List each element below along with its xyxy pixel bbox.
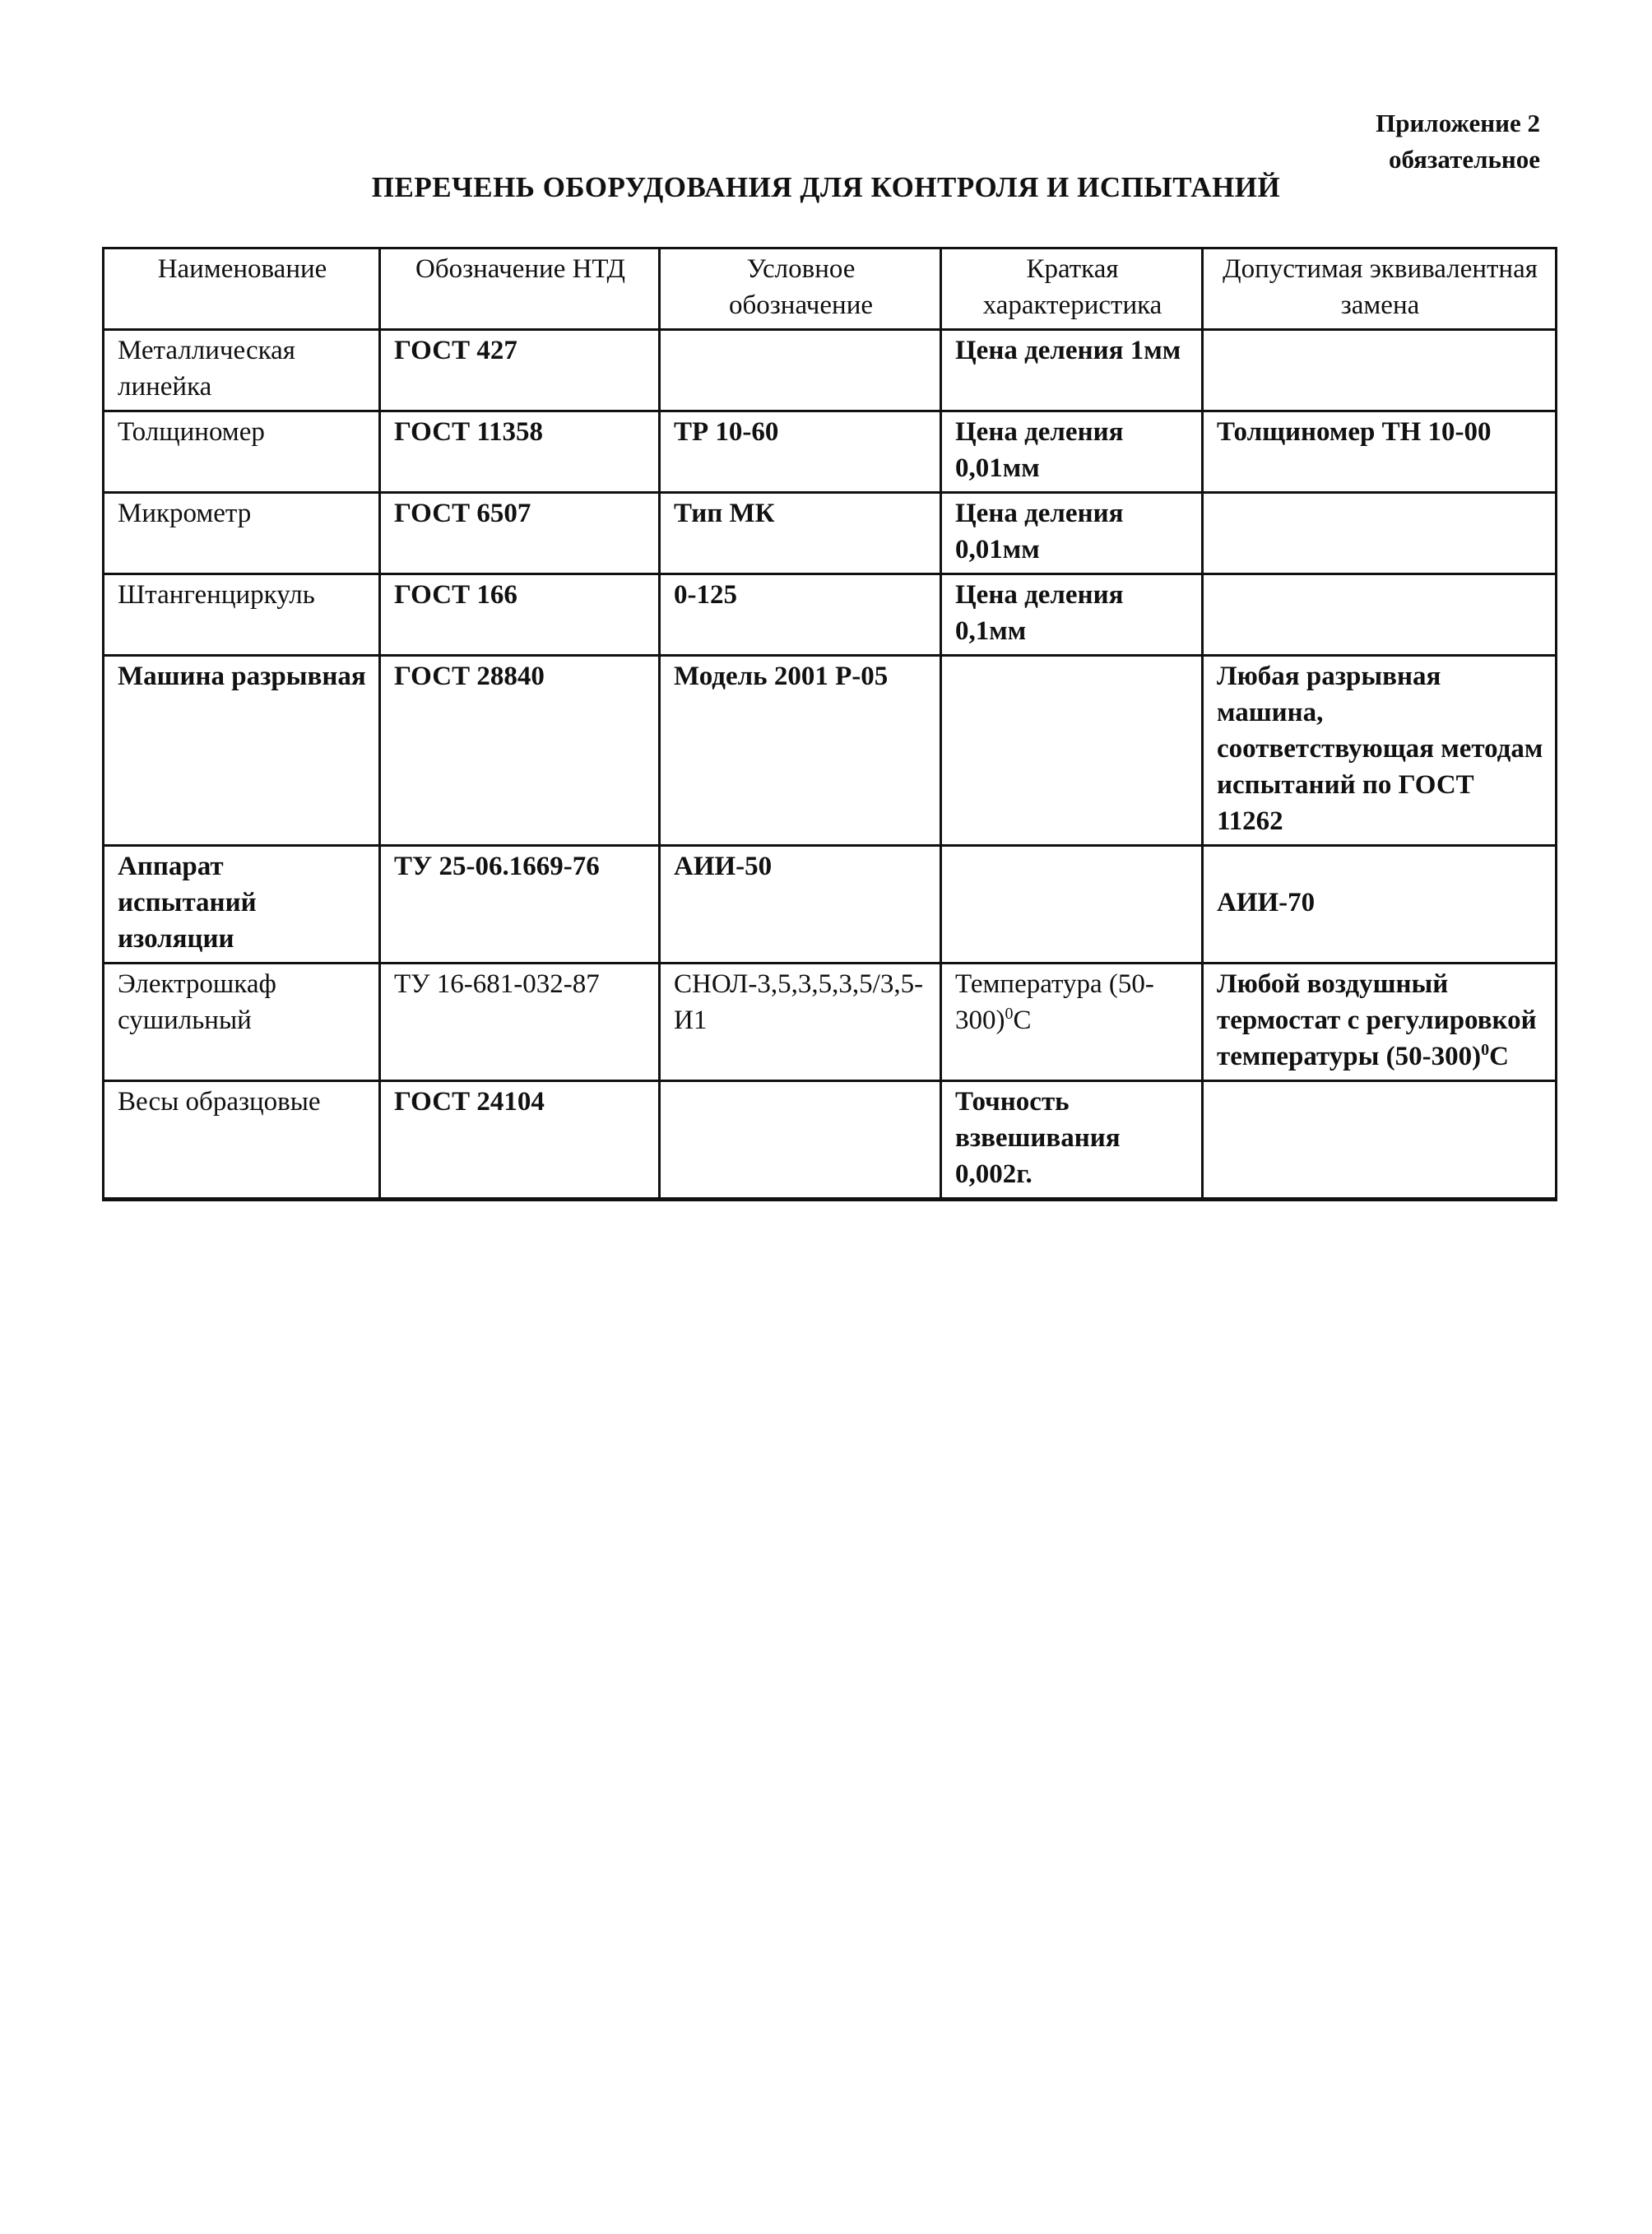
cell-designation: Модель 2001 Р-05 (660, 656, 941, 846)
cell-replacement (1203, 964, 1557, 1081)
table-row (104, 411, 1557, 493)
cell-name: Машина разрывная (104, 656, 380, 846)
table-row (104, 330, 1557, 411)
annex-label (1376, 105, 1540, 178)
cell-replacement (1203, 574, 1557, 656)
cell-ntd: ТУ 16-681-032-87 (380, 964, 660, 1081)
equipment-table (102, 247, 1557, 1201)
cell-replacement (1203, 493, 1557, 574)
cell-replacement: Любая разрывная машина, соответствующая методам испытаний по ГОСТ 11262 (1203, 656, 1557, 846)
cell-characteristic: Цена деления 1мм (941, 330, 1203, 411)
cell-designation: СНОЛ-3,5,3,5,3,5/3,5-И1 (660, 964, 941, 1081)
header-characteristic: Краткая характеристика (941, 248, 1203, 330)
table-row (104, 846, 1557, 964)
cell-name: Микрометр (104, 493, 380, 574)
table-header-row (104, 248, 1557, 330)
cell-ntd: ГОСТ 166 (380, 574, 660, 656)
page-title: ПЕРЕЧЕНЬ ОБОРУДОВАНИЯ ДЛЯ КОНТРОЛЯ И ИСПЫТАНИЙ (371, 171, 1281, 203)
cell-characteristic (941, 656, 1203, 846)
cell-ntd: ГОСТ 11358 (380, 411, 660, 493)
table-row (104, 574, 1557, 656)
table-row (104, 656, 1557, 846)
cell-ntd: ГОСТ 427 (380, 330, 660, 411)
cell-ntd: ГОСТ 6507 (380, 493, 660, 574)
cell-characteristic (941, 964, 1203, 1081)
cell-characteristic: Цена деления 0,01мм (941, 411, 1203, 493)
cell-ntd: ТУ 25-06.1669-76 (380, 846, 660, 964)
header-replacement: Допустимая эквивалентная замена (1203, 248, 1557, 330)
cell-replacement (1203, 330, 1557, 411)
cell-ntd: ГОСТ 24104 (380, 1081, 660, 1200)
cell-name: Металлическая линейка (104, 330, 380, 411)
table-row (104, 1081, 1557, 1200)
cell-ntd: ГОСТ 28840 (380, 656, 660, 846)
degree-mark: 0 (1481, 1041, 1490, 1059)
characteristic-text: Температура (50-300) (955, 969, 1154, 1035)
cell-name: Толщиномер (104, 411, 380, 493)
cell-characteristic: Цена деления 0,1мм (941, 574, 1203, 656)
cell-name: Электрошкаф сушильный (104, 964, 380, 1081)
header-designation: Условное обозначение (660, 248, 941, 330)
cell-replacement: АИИ-70 (1203, 846, 1557, 964)
cell-characteristic (941, 846, 1203, 964)
cell-designation: АИИ-50 (660, 846, 941, 964)
cell-characteristic: Цена деления 0,01мм (941, 493, 1203, 574)
cell-designation: 0-125 (660, 574, 941, 656)
unit-text: С (1013, 1006, 1032, 1035)
cell-name: Аппарат испытаний изоляции (104, 846, 380, 964)
replacement-text: Любой воздушный термостат с регулировкой температуры (50-300) (1217, 969, 1537, 1071)
cell-designation (660, 1081, 941, 1200)
annex-status: обязательное (1388, 145, 1540, 174)
cell-replacement (1203, 1081, 1557, 1200)
header-ntd: Обозначение НТД (380, 248, 660, 330)
cell-name: Штангенциркуль (104, 574, 380, 656)
cell-designation: ТР 10-60 (660, 411, 941, 493)
degree-mark: 0 (1005, 1005, 1014, 1023)
cell-name: Весы образцовые (104, 1081, 380, 1200)
annex-number: Приложение 2 (1376, 109, 1540, 137)
cell-designation (660, 330, 941, 411)
table-row (104, 964, 1557, 1081)
cell-replacement: Толщиномер ТН 10-00 (1203, 411, 1557, 493)
unit-text: С (1489, 1042, 1509, 1071)
table-row (104, 493, 1557, 574)
header-name: Наименование (104, 248, 380, 330)
cell-designation: Тип МК (660, 493, 941, 574)
cell-characteristic: Точность взвешивания 0,002г. (941, 1081, 1203, 1200)
